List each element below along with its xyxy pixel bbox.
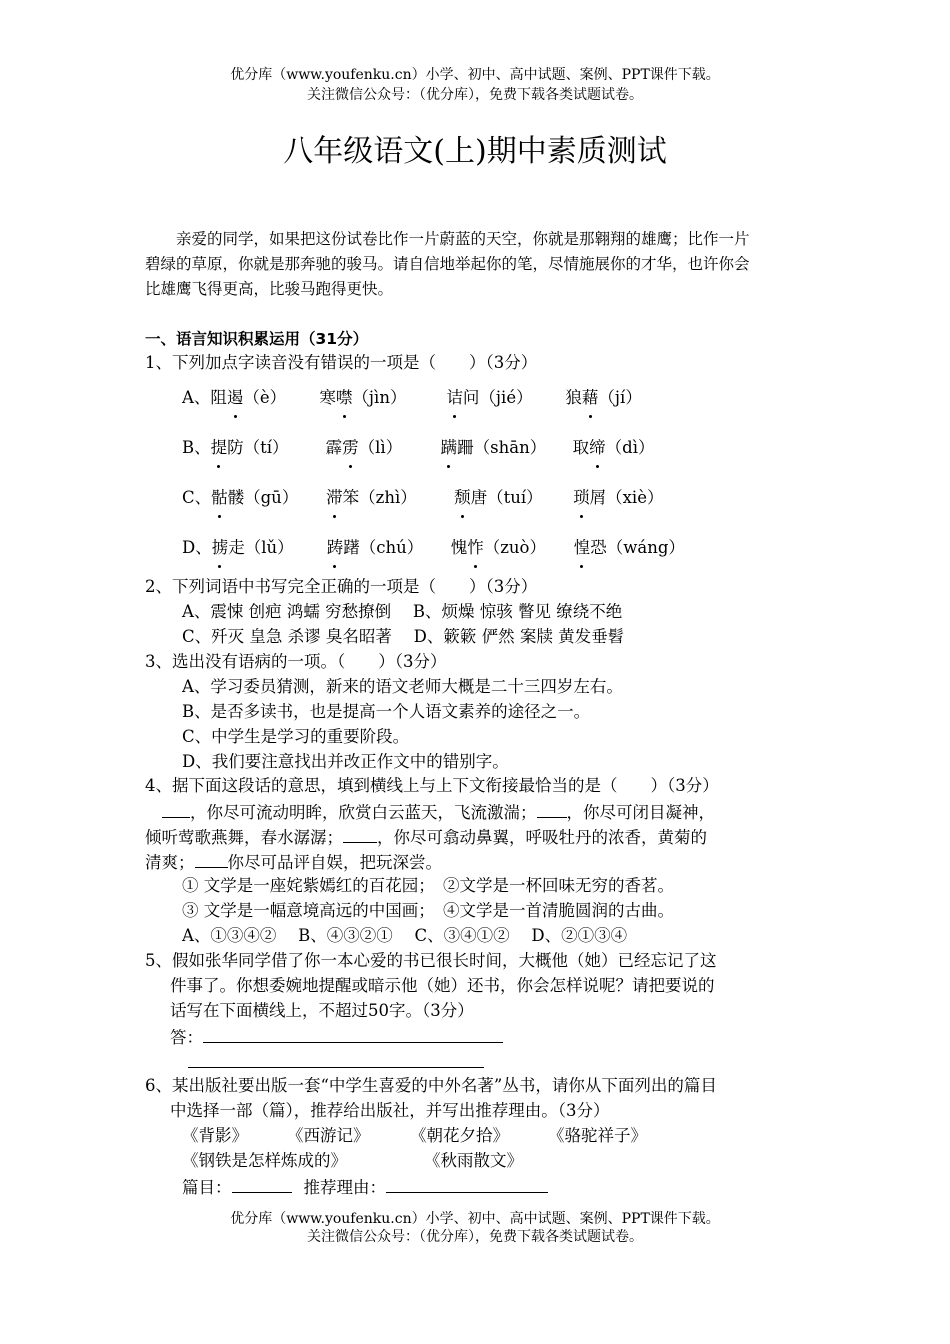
- emphasis-dot-char: 藉: [581, 388, 599, 407]
- q1-b-word-1: 提防（tí）: [210, 438, 289, 457]
- q5-answer: 答：: [170, 1025, 503, 1049]
- q4-passage-line-2: 倾听莺歌燕舞，春水潺潺； ，你尽可翕动鼻翼，呼吸牡丹的浓香，黄菊的: [145, 825, 707, 849]
- emphasis-dot-char: 雳: [342, 438, 359, 457]
- q4-choices: A、①③④② B、④③②① C、③④①② D、②①③④: [182, 926, 628, 945]
- page-title: 八年级语文(上)期中素质测试: [283, 134, 667, 169]
- q1-b-word-3: 蹒跚（shān）: [440, 438, 547, 457]
- q1-b-word-4: 取缔（dì）: [572, 438, 655, 457]
- q3-option-a: A、学习委员猜测，新来的语文老师大概是二十三四岁左右。: [182, 677, 623, 696]
- blank-line: [537, 800, 567, 818]
- q5-line-1: 5、假如张华同学借了你一本心爱的书已很长时间，大概他（她）已经忘记了这: [145, 951, 717, 970]
- intro-line-1: 亲爱的同学，如果把这份试卷比作一片蔚蓝的天空，你就是那翱翔的雄鹰；比作一片: [176, 230, 750, 248]
- emphasis-dot-char: 提: [210, 438, 228, 457]
- q4-passage-line-3: 清爽； 你尽可品评自娱，把玩深尝。: [145, 850, 442, 874]
- q2-options-cd: C、歼灭 皇急 杀谬 臭名昭著 D、簌簌 俨然 案牍 黄发垂髫: [182, 627, 625, 646]
- q1-d-word-4: 惶恐（wáng）: [573, 538, 685, 557]
- q1-option-c: C、骷髅（gū） 滞笨（zhì） 颓唐（tuí） 琐屑（xiè）: [182, 488, 664, 507]
- answer-line[interactable]: [203, 1025, 503, 1043]
- reason-answer-line[interactable]: [386, 1175, 548, 1193]
- q1-a-word-3: 诘问（jié）: [446, 388, 533, 407]
- q1-option-b: B、提防（tí） 霹雳（lì） 蹒跚（shān） 取缔（dì）: [182, 438, 655, 457]
- book-title: 《西游记》: [287, 1126, 370, 1145]
- q5-answer-line-2[interactable]: [188, 1050, 484, 1074]
- book-title: 《背影》: [182, 1126, 248, 1145]
- q4-stem: 4、据下面这段话的意思，填到横线上与上下文衔接最恰当的是（ ）（3分）: [145, 776, 719, 795]
- q1-d-word-2: 踌躇（chú）: [326, 538, 424, 557]
- q4-statements-3-4: ③ 文学是一幅意境高远的中国画； ④文学是一首清脆圆润的古曲。: [182, 901, 674, 920]
- q1-c-word-3: 颓唐（tuí）: [454, 488, 543, 507]
- q1-c-word-4: 琐屑（xiè）: [573, 488, 664, 507]
- emphasis-dot-char: 颓: [454, 488, 471, 507]
- blank-line: [195, 850, 228, 868]
- q1-a-word-2: 寒噤（jìn）: [319, 388, 407, 407]
- book-title: 《骆驼祥子》: [548, 1126, 647, 1145]
- blank-line: [343, 825, 377, 843]
- book-title: 《朝花夕拾》: [410, 1126, 509, 1145]
- emphasis-dot-char: 踌: [326, 538, 344, 557]
- q3-option-c: C、中学生是学习的重要阶段。: [182, 727, 410, 746]
- q2-stem: 2、下列词语中书写完全正确的一项是（ ）（3分）: [145, 577, 538, 596]
- q1-c-word-2: 滞笨（zhì）: [326, 488, 417, 507]
- q1-a-word-4: 狼藉（jí）: [565, 388, 642, 407]
- answer-line[interactable]: [188, 1050, 484, 1068]
- q3-option-b: B、是否多读书，也是提高一个人语文素养的途径之一。: [182, 702, 591, 721]
- emphasis-dot-char: 惶: [573, 538, 591, 557]
- header-line-2: 关注微信公众号：（优分库），免费下载各类试题试卷。: [307, 87, 643, 103]
- q4-passage-line-1: ，你尽可流动明眸，欣赏白云蓝天，飞流激湍； ，你尽可闭目凝神，: [162, 800, 715, 824]
- q2-options-ab: A、震悚 创疤 鸿蠕 穷愁撩倒 B、烦燥 惊骇 瞥见 缭绕不绝: [182, 602, 623, 621]
- emphasis-dot-char: 蹒: [440, 438, 458, 457]
- q1-c-word-1: 骷髅（gū）: [211, 488, 299, 507]
- q5-line-3: 话写在下面横线上，不超过50字。（3分）: [170, 1001, 474, 1020]
- emphasis-dot-char: 琐: [573, 488, 590, 507]
- intro-line-2: 碧绿的草原，你就是那奔驰的骏马。请自信地举起你的笔，尽情施展你的才华，也许你会: [145, 255, 750, 273]
- intro-line-3: 比雄鹰飞得更高，比骏马跑得更快。: [145, 280, 394, 298]
- blank-line: [162, 800, 190, 818]
- emphasis-dot-char: 遏: [226, 388, 244, 407]
- q4-statements-1-2: ① 文学是一座姹紫嫣红的百花园； ②文学是一杯回味无穷的香茗。: [182, 876, 674, 895]
- q1-d-word-3: 愧怍（zuò）: [450, 538, 546, 557]
- header-line-1: 优分库（www.youfenku.cn）小学、初中、高中试题、案例、PPT课件下载。: [230, 67, 720, 83]
- q3-option-d: D、我们要注意找出并改正作文中的错别字。: [182, 752, 509, 771]
- q1-option-a: A、阻遏（è） 寒噤（jìn） 诘问（jié） 狼藉（jí）: [182, 388, 642, 407]
- q5-line-2: 件事了。你想委婉地提醒或暗示他（她）还书，你会怎样说呢？请把要说的: [170, 976, 715, 995]
- footer-line-2: 关注微信公众号：（优分库），免费下载各类试题试卷。: [307, 1229, 643, 1245]
- q6-line-1: 6、某出版社要出版一套“中学生喜爱的中外名著”丛书，请你从下面列出的篇目: [145, 1076, 717, 1095]
- section-heading: 一、语言知识积累运用（31分）: [145, 330, 369, 348]
- q6-books-row-1: [182, 1125, 647, 1147]
- q1-b-word-2: 霹雳（lì）: [325, 438, 403, 457]
- emphasis-dot-char: 骷: [211, 488, 228, 507]
- book-title: 《秋雨散文》: [424, 1151, 523, 1170]
- q6-answer-row: 篇目： 推荐理由：: [182, 1175, 548, 1199]
- q6-books-row-2: [182, 1150, 523, 1172]
- emphasis-dot-char: 滞: [326, 488, 343, 507]
- footer-line-1: 优分库（www.youfenku.cn）小学、初中、高中试题、案例、PPT课件下载。: [230, 1211, 720, 1227]
- q1-a-word-1: 阻遏（è）: [210, 388, 287, 407]
- q3-stem: 3、选出没有语病的一项。（ ）（3分）: [145, 652, 447, 671]
- emphasis-dot-char: 怍: [467, 538, 484, 557]
- q1-stem: 1、下列加点字读音没有错误的一项是（ ）（3分）: [145, 353, 538, 372]
- emphasis-dot-char: 噤: [335, 388, 353, 407]
- book-title: 《钢铁是怎样炼成的》: [182, 1151, 347, 1170]
- q1-d-word-1: 掳走（lǔ）: [211, 538, 294, 557]
- emphasis-dot-char: 掳: [211, 538, 229, 557]
- q6-line-2: 中选择一部（篇），推荐给出版社，并写出推荐理由。（3分）: [170, 1101, 610, 1120]
- q1-option-d: D、掳走（lǔ） 踌躇（chú） 愧怍（zuò） 惶恐（wáng）: [182, 538, 685, 557]
- emphasis-dot-char: 诘: [446, 388, 463, 407]
- title-answer-line[interactable]: [232, 1175, 292, 1193]
- emphasis-dot-char: 缔: [589, 438, 606, 457]
